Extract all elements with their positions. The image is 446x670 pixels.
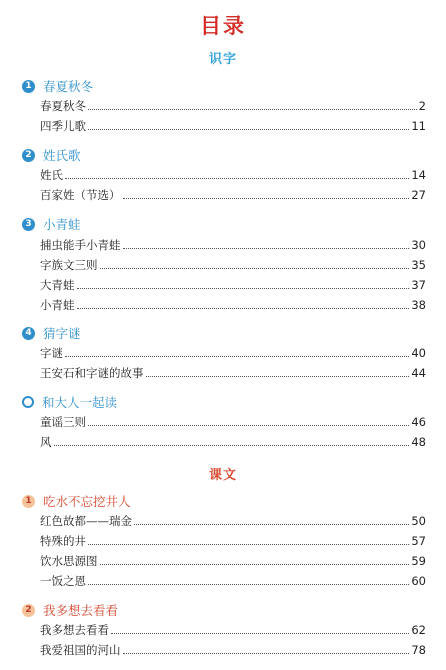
dot-leader bbox=[65, 356, 409, 357]
unit-number-badge: 2 bbox=[22, 149, 35, 162]
page-number: 60 bbox=[411, 574, 426, 588]
dot-leader bbox=[100, 564, 410, 565]
unit-title: 春夏秋冬 bbox=[43, 79, 94, 94]
ring-icon bbox=[22, 396, 34, 408]
page-number: 48 bbox=[411, 435, 426, 449]
dot-leader bbox=[123, 248, 410, 249]
dot-leader bbox=[134, 524, 409, 525]
toc-entry[interactable] bbox=[40, 533, 426, 549]
toc-entry[interactable] bbox=[40, 237, 426, 253]
page-number: 30 bbox=[411, 238, 426, 252]
page-number: 40 bbox=[411, 346, 426, 360]
page-number: 57 bbox=[411, 534, 426, 548]
dot-leader bbox=[123, 198, 410, 199]
entry-title: 我爱祖国的河山 bbox=[40, 643, 121, 657]
page-number: 14 bbox=[411, 168, 426, 182]
dot-leader bbox=[146, 376, 410, 377]
unit-title: 和大人一起读 bbox=[42, 395, 118, 410]
entry-title: 百家姓（节选） bbox=[40, 188, 121, 202]
unit-heading[interactable] bbox=[22, 601, 118, 619]
entry-title: 红色故都——瑞金 bbox=[40, 514, 132, 528]
unit-heading[interactable] bbox=[22, 324, 81, 342]
page-number: 50 bbox=[411, 514, 426, 528]
unit-number-badge: 1 bbox=[22, 495, 35, 508]
entry-title: 字族文三则 bbox=[40, 258, 98, 272]
toc-entry[interactable] bbox=[40, 622, 426, 638]
toc-entry[interactable] bbox=[40, 98, 426, 114]
toc-entry[interactable] bbox=[40, 365, 426, 381]
dot-leader bbox=[88, 584, 409, 585]
toc-entry[interactable] bbox=[40, 187, 426, 203]
dot-leader bbox=[54, 445, 410, 446]
dot-leader bbox=[88, 109, 417, 110]
toc-entry[interactable] bbox=[40, 434, 426, 450]
page-number: 78 bbox=[411, 643, 426, 657]
entry-title: 童谣三则 bbox=[40, 415, 86, 429]
toc-entry[interactable] bbox=[40, 642, 426, 658]
toc-entry[interactable] bbox=[40, 297, 426, 313]
dot-leader bbox=[88, 544, 409, 545]
entry-title: 四季儿歌 bbox=[40, 119, 86, 133]
entry-title: 捕虫能手小青蛙 bbox=[40, 238, 121, 252]
page-number: 2 bbox=[418, 99, 426, 113]
page-number: 27 bbox=[411, 188, 426, 202]
page-number: 44 bbox=[411, 366, 426, 380]
dot-leader bbox=[77, 288, 410, 289]
unit-heading[interactable] bbox=[22, 492, 131, 510]
unit-title: 小青蛙 bbox=[43, 217, 81, 232]
entry-title: 特殊的井 bbox=[40, 534, 86, 548]
entry-title: 饮水思源图 bbox=[40, 554, 98, 568]
section-heading-kewen: 课文 bbox=[208, 468, 237, 483]
entry-title: 姓氏 bbox=[40, 168, 63, 182]
toc-entry[interactable] bbox=[40, 118, 426, 134]
entry-title: 春夏秋冬 bbox=[40, 99, 86, 113]
dot-leader bbox=[111, 633, 409, 634]
unit-number-badge: 4 bbox=[22, 327, 35, 340]
entry-title: 大青蛙 bbox=[40, 278, 75, 292]
page-number: 11 bbox=[411, 119, 426, 133]
page-number: 59 bbox=[411, 554, 426, 568]
unit-title: 姓氏歌 bbox=[43, 148, 81, 163]
page-number: 46 bbox=[411, 415, 426, 429]
toc-entry[interactable] bbox=[40, 277, 426, 293]
page-number: 37 bbox=[411, 278, 426, 292]
dot-leader bbox=[88, 425, 409, 426]
entry-title: 王安石和字谜的故事 bbox=[40, 366, 144, 380]
toc-entry[interactable] bbox=[40, 553, 426, 569]
toc-entry[interactable] bbox=[40, 513, 426, 529]
dot-leader bbox=[88, 129, 409, 130]
toc-entry[interactable] bbox=[40, 414, 426, 430]
dot-leader bbox=[65, 178, 409, 179]
unit-title: 吃水不忘挖井人 bbox=[43, 494, 131, 509]
entry-title: 小青蛙 bbox=[40, 298, 75, 312]
entry-title: 风 bbox=[40, 435, 52, 449]
unit-title: 我多想去看看 bbox=[43, 603, 119, 618]
page-title: 目录 bbox=[200, 14, 246, 38]
page-number: 62 bbox=[411, 623, 426, 637]
page-number: 35 bbox=[411, 258, 426, 272]
toc-entry[interactable] bbox=[40, 167, 426, 183]
page-number: 38 bbox=[411, 298, 426, 312]
dot-leader bbox=[100, 268, 410, 269]
toc-entry[interactable] bbox=[40, 257, 426, 273]
unit-number-badge: 2 bbox=[22, 604, 35, 617]
toc-entry[interactable] bbox=[40, 573, 426, 589]
dot-leader bbox=[77, 308, 410, 309]
unit-heading[interactable] bbox=[22, 393, 117, 411]
unit-title: 猜字谜 bbox=[43, 326, 81, 341]
entry-title: 字谜 bbox=[40, 346, 63, 360]
unit-number-badge: 3 bbox=[22, 218, 35, 231]
unit-heading[interactable] bbox=[22, 146, 81, 164]
unit-number-badge: 1 bbox=[22, 80, 35, 93]
entry-title: 一饭之恩 bbox=[40, 574, 86, 588]
unit-heading[interactable] bbox=[22, 215, 81, 233]
section-heading-shizi: 识字 bbox=[208, 52, 237, 67]
dot-leader bbox=[123, 653, 410, 654]
unit-heading[interactable] bbox=[22, 77, 93, 95]
entry-title: 我多想去看看 bbox=[40, 623, 109, 637]
toc-entry[interactable] bbox=[40, 345, 426, 361]
